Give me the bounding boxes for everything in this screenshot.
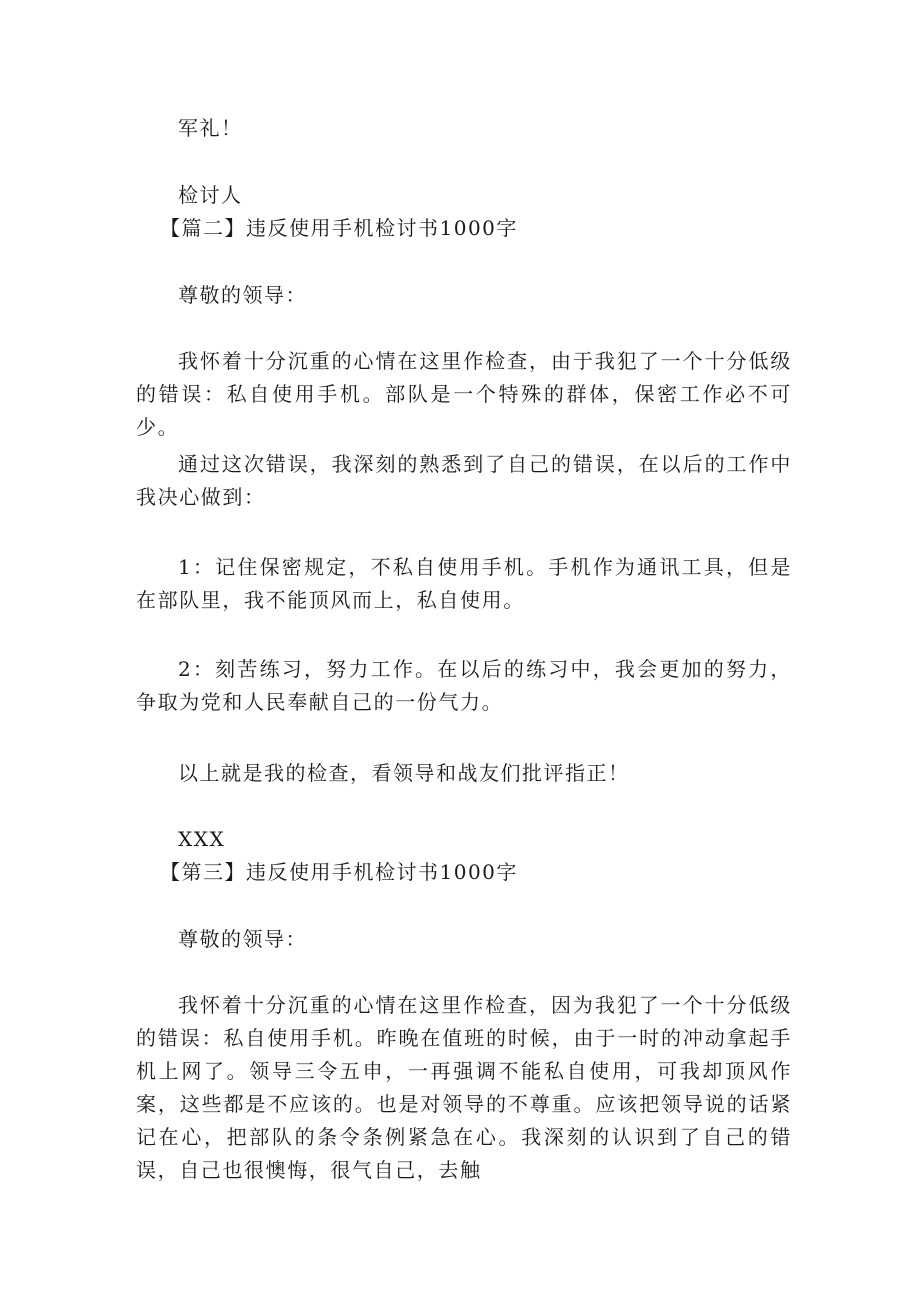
section2-paragraph-3: 1：记住保密规定，不私自使用手机。手机作为通讯工具，但是在部队里，我不能顶风而上，私自使用。 [136,555,792,612]
section2-signature: XXX [178,827,226,851]
closing-salute: 军礼！ [178,116,243,140]
section3-greeting: 尊敬的领导： [178,927,307,951]
section2-greeting: 尊敬的领导： [178,283,307,307]
signature-label: 检讨人 [178,183,243,207]
section2-heading: 【篇二】违反使用手机检讨书1000字 [160,216,518,240]
section2-paragraph-2: 通过这次错误，我深刻的熟悉到了自己的错误，在以后的工作中我决心做到： [136,452,792,509]
section2-paragraph-4: 2：刻苦练习，努力工作。在以后的练习中，我会更加的努力，争取为党和人民奉献自己的一份气力。 [136,657,792,714]
section3-heading: 【第三】违反使用手机检讨书1000字 [160,860,518,884]
section2-paragraph-1: 我怀着十分沉重的心情在这里作检查，由于我犯了一个十分低级的错误：私自使用手机。部队是一个特殊的群体，保密工作必不可少。 [136,349,792,439]
section2-closing: 以上就是我的检查，看领导和战友们批评指正！ [178,761,630,785]
section3-paragraph: 我怀着十分沉重的心情在这里作检查，因为我犯了一个十分低级的错误：私自使用手机。昨晚在值班的时候，由于一时的冲动拿起手机上网了。领导三令五申，一再强调不能私自使用，可我却顶风作案，这些都是不应该的。也是对领导的不尊重。应该把领导说的话紧记在心，把部队的条令条例紧急在心。我深刻的认识到了自己的错误，自己也很懊悔，很气自己，去触 [136,993,792,1182]
